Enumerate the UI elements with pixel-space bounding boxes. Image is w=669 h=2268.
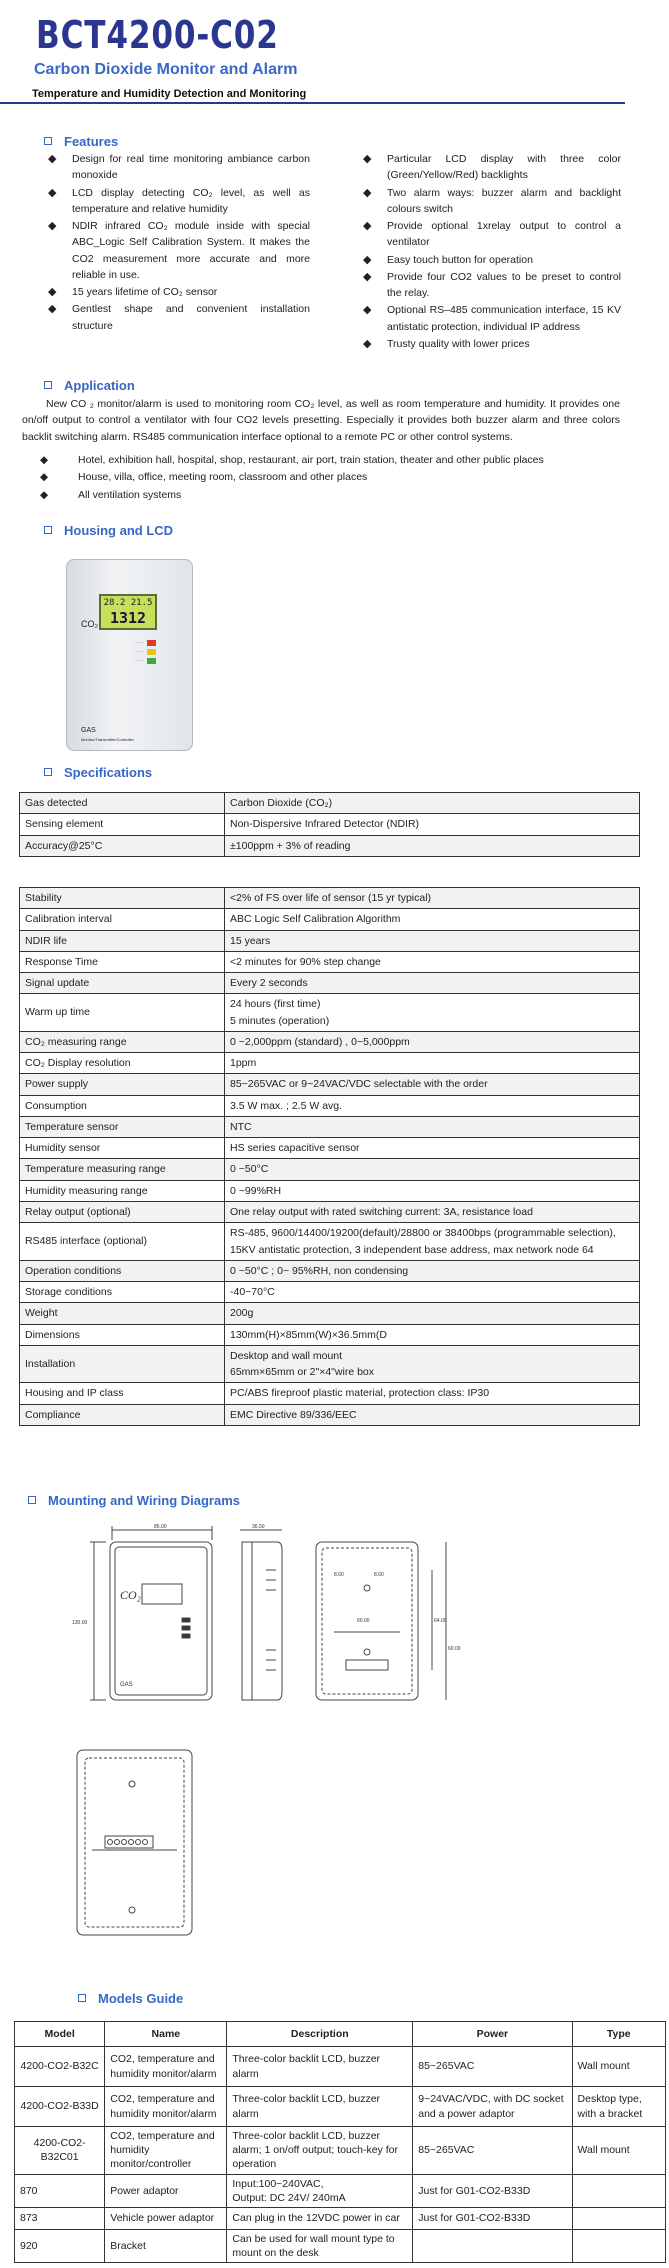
list-item-text: Hotel, exhibition hall, hospital, shop, restaurant, air port, train station, theater and other public places: [78, 454, 544, 466]
feature-item: [363, 302, 621, 335]
spec-key: Consumption: [20, 1095, 225, 1116]
square-bullet-icon: [44, 137, 52, 145]
spec-row: [20, 951, 640, 972]
spec-value: 0 ~50°C ; 0~ 95%RH, non condensing: [225, 1260, 640, 1281]
spec-key: RS485 interface (optional): [20, 1223, 225, 1261]
spec-value: Carbon Dioxide (CO₂): [225, 793, 640, 814]
spec-key: Compliance: [20, 1404, 225, 1425]
red-led-icon: [147, 640, 156, 646]
spec-row: [20, 793, 640, 814]
features-heading: Features: [44, 132, 118, 152]
table-cell: [572, 2229, 665, 2262]
back-view-drawing: [316, 1542, 446, 1700]
table-cell: Vehicle power adaptor: [105, 2207, 227, 2229]
list-item-text: Two alarm ways: buzzer alarm and backlight colours switch: [387, 186, 621, 215]
spec-value: 0 ~2,000ppm (standard) , 0~5,000ppm: [225, 1031, 640, 1052]
page-subtitle: Carbon Dioxide Monitor and Alarm: [34, 61, 298, 78]
square-bullet-icon: [44, 768, 52, 776]
table-cell: [572, 2174, 665, 2207]
diamond-bullet-icon: ◆: [363, 220, 372, 233]
feature-item: [363, 336, 621, 352]
spec-table-gas: [19, 792, 640, 857]
table-cell: CO2, temperature and humidity monitor/alarm: [105, 2087, 227, 2127]
diamond-bullet-icon: ◆: [48, 220, 57, 233]
models-heading: Models Guide: [78, 1989, 183, 2009]
table-cell: Wall mount: [572, 2047, 665, 2087]
mounting-heading: Mounting and Wiring Diagrams: [28, 1491, 240, 1511]
diamond-bullet-icon: ◆: [40, 488, 49, 501]
feature-item: [48, 301, 310, 334]
diamond-bullet-icon: ◆: [40, 471, 49, 484]
spec-row: [20, 888, 640, 909]
square-bullet-icon: [44, 526, 52, 534]
application-heading: Application: [44, 376, 135, 396]
dim-height-label: 130.00: [72, 1620, 88, 1626]
table-cell: 85~265VAC: [413, 2127, 572, 2175]
spec-row: [20, 1201, 640, 1222]
list-item-text: House, villa, office, meeting room, classroom and other places: [78, 471, 368, 484]
spec-row: [20, 1345, 640, 1383]
spec-key: NDIR life: [20, 930, 225, 951]
diamond-bullet-icon: ◆: [363, 153, 372, 165]
feature-item: [363, 252, 621, 268]
table-row: [15, 2087, 666, 2127]
table-cell: 4200-CO2-B33D: [15, 2087, 105, 2127]
spec-value: 0 ~99%RH: [225, 1180, 640, 1201]
application-paragraph: New CO ₂ monitor/alarm is used to monitoring room CO₂ level, as well as room temperature and humidity. It provides one on/off output to control a ventilator with four CO2 levels presetting. Especially it provides both buzzer alarm and three colors backlit switching alarm. RS485 communication interface optional to a remote PC or other control systems.: [22, 398, 620, 443]
spec-value: 200g: [225, 1303, 640, 1324]
spec-row: [20, 1159, 640, 1180]
dim-depth-label: 36.50: [252, 1524, 265, 1530]
led-indicators: ······· ······· ·······: [135, 638, 156, 665]
spec-value: 0 ~50°C: [225, 1159, 640, 1180]
table-cell: 873: [15, 2207, 105, 2229]
spec-key: CO₂ Display resolution: [20, 1053, 225, 1074]
spec-row: [20, 1282, 640, 1303]
spec-row: [20, 1223, 640, 1261]
spec-key: Signal update: [20, 973, 225, 994]
spec-row: [20, 835, 640, 856]
spec-key: Housing and IP class: [20, 1383, 225, 1404]
spec-row: [20, 994, 640, 1032]
list-item-text: Easy touch button for operation: [387, 253, 533, 266]
table-row: [15, 2047, 666, 2087]
spec-key: Temperature sensor: [20, 1116, 225, 1137]
spec-row: [20, 1324, 640, 1345]
table-cell: Three-color backlit LCD, buzzer alarm: [227, 2087, 413, 2127]
drawing-co2-label: CO₂: [120, 1588, 141, 1602]
feature-item: [363, 151, 621, 184]
spec-value: 24 hours (first time) 5 minutes (operation): [225, 994, 640, 1032]
table-cell: CO2, temperature and humidity monitor/alarm: [105, 2047, 227, 2087]
diamond-bullet-icon: ◆: [363, 270, 372, 283]
diamond-bullet-icon: ◆: [363, 304, 372, 317]
table-cell: [413, 2229, 572, 2262]
spec-key: Humidity sensor: [20, 1138, 225, 1159]
diamond-bullet-icon: ◆: [48, 286, 57, 299]
list-item-text: Optional RS–485 communication interface, 15 KV antistatic protection, individual IP address: [387, 304, 621, 333]
spec-key: CO₂ measuring range: [20, 1031, 225, 1052]
spec-key: Sensing element: [20, 814, 225, 835]
column-header: Description: [227, 2022, 413, 2047]
list-item-text: Design for real time monitoring ambiance carbon monoxide: [72, 153, 310, 182]
device-co2-label: CO₂: [81, 619, 98, 629]
table-row: [15, 2174, 666, 2207]
table-row: [15, 2207, 666, 2229]
diamond-bullet-icon: ◆: [48, 186, 57, 199]
spec-value: NTC: [225, 1116, 640, 1137]
diamond-bullet-icon: ◆: [48, 153, 57, 165]
spec-value: Every 2 seconds: [225, 973, 640, 994]
spec-key: Humidity measuring range: [20, 1180, 225, 1201]
spec-row: [20, 1180, 640, 1201]
column-header: Type: [572, 2022, 665, 2047]
spec-value: -40~70°C: [225, 1282, 640, 1303]
spec-key: Operation conditions: [20, 1260, 225, 1281]
table-row: [15, 2127, 666, 2175]
table-cell: Input:100~240VAC, Output: DC 24V/ 240mA: [227, 2174, 413, 2207]
mounting-diagrams: [72, 1520, 669, 1980]
lcd-display: [99, 594, 157, 630]
page-tagline: Temperature and Humidity Detection and Monitoring: [32, 88, 307, 100]
spec-row: [20, 930, 640, 951]
spec-value: 1ppm: [225, 1053, 640, 1074]
page-title: BCT4200-C02: [36, 13, 279, 57]
column-header: Model: [15, 2022, 105, 2047]
green-led-icon: [147, 658, 156, 664]
feature-item: [363, 218, 621, 251]
wiring-view-drawing: [77, 1750, 192, 1935]
square-bullet-icon: [78, 1994, 86, 2002]
application-item: [40, 469, 544, 485]
spec-value: ABC Logic Self Calibration Algorithm: [225, 909, 640, 930]
list-item-text: NDIR infrared CO₂ module inside with special ABC_Logic Self Calibration System. It makes the CO2 measurement more accurate and more reliable in use.: [72, 220, 310, 281]
spec-value: 3.5 W max. ; 2.5 W avg.: [225, 1095, 640, 1116]
table-cell: 85~265VAC: [413, 2047, 572, 2087]
lcd-top-readout: 28.2 21.5: [103, 598, 153, 608]
spec-value: <2% of FS over life of sensor (15 yr typical): [225, 888, 640, 909]
table-cell: Just for G01-CO2-B33D: [413, 2174, 572, 2207]
spec-table-details: [19, 887, 640, 1426]
table-cell: Bracket: [105, 2229, 227, 2262]
spec-value: PC/ABS fireproof plastic material, protection class: IP30: [225, 1383, 640, 1404]
spec-key: Accuracy@25°C: [20, 835, 225, 856]
application-item: [40, 452, 544, 468]
spec-row: [20, 1303, 640, 1324]
spec-value: <2 minutes for 90% step change: [225, 951, 640, 972]
feature-item: [48, 151, 310, 184]
spec-key: Dimensions: [20, 1324, 225, 1345]
list-item-text: Gentlest shape and convenient installation structure: [72, 303, 310, 332]
spec-value: Non-Dispersive Infrared Detector (NDIR): [225, 814, 640, 835]
list-item-text: Provide four CO2 values to be preset to control the relay.: [387, 270, 621, 300]
dim-b-label: 64.00: [434, 1618, 447, 1624]
spec-value: 15 years: [225, 930, 640, 951]
spec-row: [20, 1116, 640, 1137]
spec-key: Calibration interval: [20, 909, 225, 930]
table-cell: Three-color backlit LCD, buzzer alarm: [227, 2047, 413, 2087]
spec-key: Weight: [20, 1303, 225, 1324]
diamond-bullet-icon: ◆: [40, 454, 49, 466]
table-cell: Can plug in the 12VDC power in car: [227, 2207, 413, 2229]
spec-value: EMC Directive 89/336/EEC: [225, 1404, 640, 1425]
spec-row: [20, 814, 640, 835]
table-cell: Power adaptor: [105, 2174, 227, 2207]
table-cell: 9~24VAC/VDC, with DC socket and a power adaptor: [413, 2087, 572, 2127]
spec-value: 85~265VAC or 9~24VAC/VDC selectable with the order: [225, 1074, 640, 1095]
header-rule: [0, 102, 625, 104]
spec-value: RS-485, 9600/14400/19200(default)/28800 or 38400bps (programmable selection), 15KV antistatic protection, 3 independent base address, max network node 64: [225, 1223, 640, 1261]
square-bullet-icon: [28, 1496, 36, 1504]
spec-row: [20, 1260, 640, 1281]
spec-row: [20, 909, 640, 930]
table-row: [15, 2229, 666, 2262]
dim-e-label: 8.00: [374, 1572, 384, 1578]
table-cell: 870: [15, 2174, 105, 2207]
spec-row: [20, 973, 640, 994]
spec-value: One relay output with rated switching current: 3A, resistance load: [225, 1201, 640, 1222]
table-cell: 4200-CO2-B32C: [15, 2047, 105, 2087]
spec-row: [20, 1095, 640, 1116]
spec-key: Installation: [20, 1345, 225, 1383]
spec-value: Desktop and wall mount 65mm×65mm or 2"×4"wire box: [225, 1345, 640, 1383]
spec-row: [20, 1383, 640, 1404]
feature-item: [363, 269, 621, 302]
table-cell: Wall mount: [572, 2127, 665, 2175]
list-item-text: Provide optional 1xrelay output to control a ventilator: [387, 220, 621, 249]
spec-row: [20, 1031, 640, 1052]
feature-item: [48, 185, 310, 218]
table-cell: 4200-CO2-B32C01: [15, 2127, 105, 2175]
specifications-heading: Specifications: [44, 763, 152, 783]
table-cell: Just for G01-CO2-B33D: [413, 2207, 572, 2229]
feature-item: [363, 185, 621, 218]
spec-key: Power supply: [20, 1074, 225, 1095]
application-list: [40, 452, 544, 504]
dim-d-label: 8.00: [334, 1572, 344, 1578]
spec-key: Storage conditions: [20, 1282, 225, 1303]
device-photo: [66, 559, 193, 751]
dim-c-label: 60.00: [448, 1646, 461, 1652]
table-cell: Three-color backlit LCD, buzzer alarm; 1 on/off output; touch-key for operation: [227, 2127, 413, 2175]
square-bullet-icon: [44, 381, 52, 389]
spec-value: 130mm(H)×85mm(W)×36.5mm(D: [225, 1324, 640, 1345]
list-item-text: 15 years lifetime of CO₂ sensor: [72, 286, 218, 299]
spec-key: Relay output (optional): [20, 1201, 225, 1222]
application-item: [40, 487, 544, 503]
diamond-bullet-icon: ◆: [363, 186, 372, 199]
features-right-list: [363, 151, 621, 353]
device-gas-label: GAS Monitor/Transmitter/Controller: [81, 727, 134, 742]
spec-row: [20, 1053, 640, 1074]
table-cell: CO2, temperature and humidity monitor/controller: [105, 2127, 227, 2175]
features-left-list: [48, 151, 310, 335]
diamond-bullet-icon: ◆: [363, 253, 372, 266]
spec-row: [20, 1138, 640, 1159]
list-item-text: Particular LCD display with three color (Green/Yellow/Red) backlights: [387, 153, 621, 182]
diamond-bullet-icon: ◆: [48, 303, 57, 316]
front-view-drawing: [90, 1526, 212, 1700]
housing-heading: Housing and LCD: [44, 521, 173, 541]
dim-a-label: 60.00: [357, 1618, 370, 1624]
table-header-row: [15, 2022, 666, 2047]
table-cell: [572, 2207, 665, 2229]
models-table: [14, 2021, 666, 2263]
table-cell: 920: [15, 2229, 105, 2262]
feature-item: [48, 218, 310, 283]
dim-width-label: 85.00: [154, 1524, 167, 1530]
spec-row: [20, 1404, 640, 1425]
spec-value: ±100ppm + 3% of reading: [225, 835, 640, 856]
column-header: Power: [413, 2022, 572, 2047]
spec-key: Warm up time: [20, 994, 225, 1032]
spec-key: Response Time: [20, 951, 225, 972]
column-header: Name: [105, 2022, 227, 2047]
feature-item: [48, 284, 310, 300]
spec-row: [20, 1074, 640, 1095]
spec-key: Gas detected: [20, 793, 225, 814]
drawing-gas-label: GAS: [120, 1682, 133, 1688]
table-cell: Can be used for wall mount type to mount on the desk: [227, 2229, 413, 2262]
diamond-bullet-icon: ◆: [363, 337, 372, 350]
spec-key: Temperature measuring range: [20, 1159, 225, 1180]
list-item-text: LCD display detecting CO₂ level, as well as temperature and relative humidity: [72, 186, 310, 215]
table-cell: Desktop type, with a bracket: [572, 2087, 665, 2127]
spec-value: HS series capacitive sensor: [225, 1138, 640, 1159]
side-view-drawing: [240, 1530, 282, 1700]
spec-key: Stability: [20, 888, 225, 909]
list-item-text: Trusty quality with lower prices: [387, 337, 530, 350]
list-item-text: All ventilation systems: [78, 488, 182, 501]
lcd-main-readout: 1312: [109, 609, 147, 627]
yellow-led-icon: [147, 649, 156, 655]
